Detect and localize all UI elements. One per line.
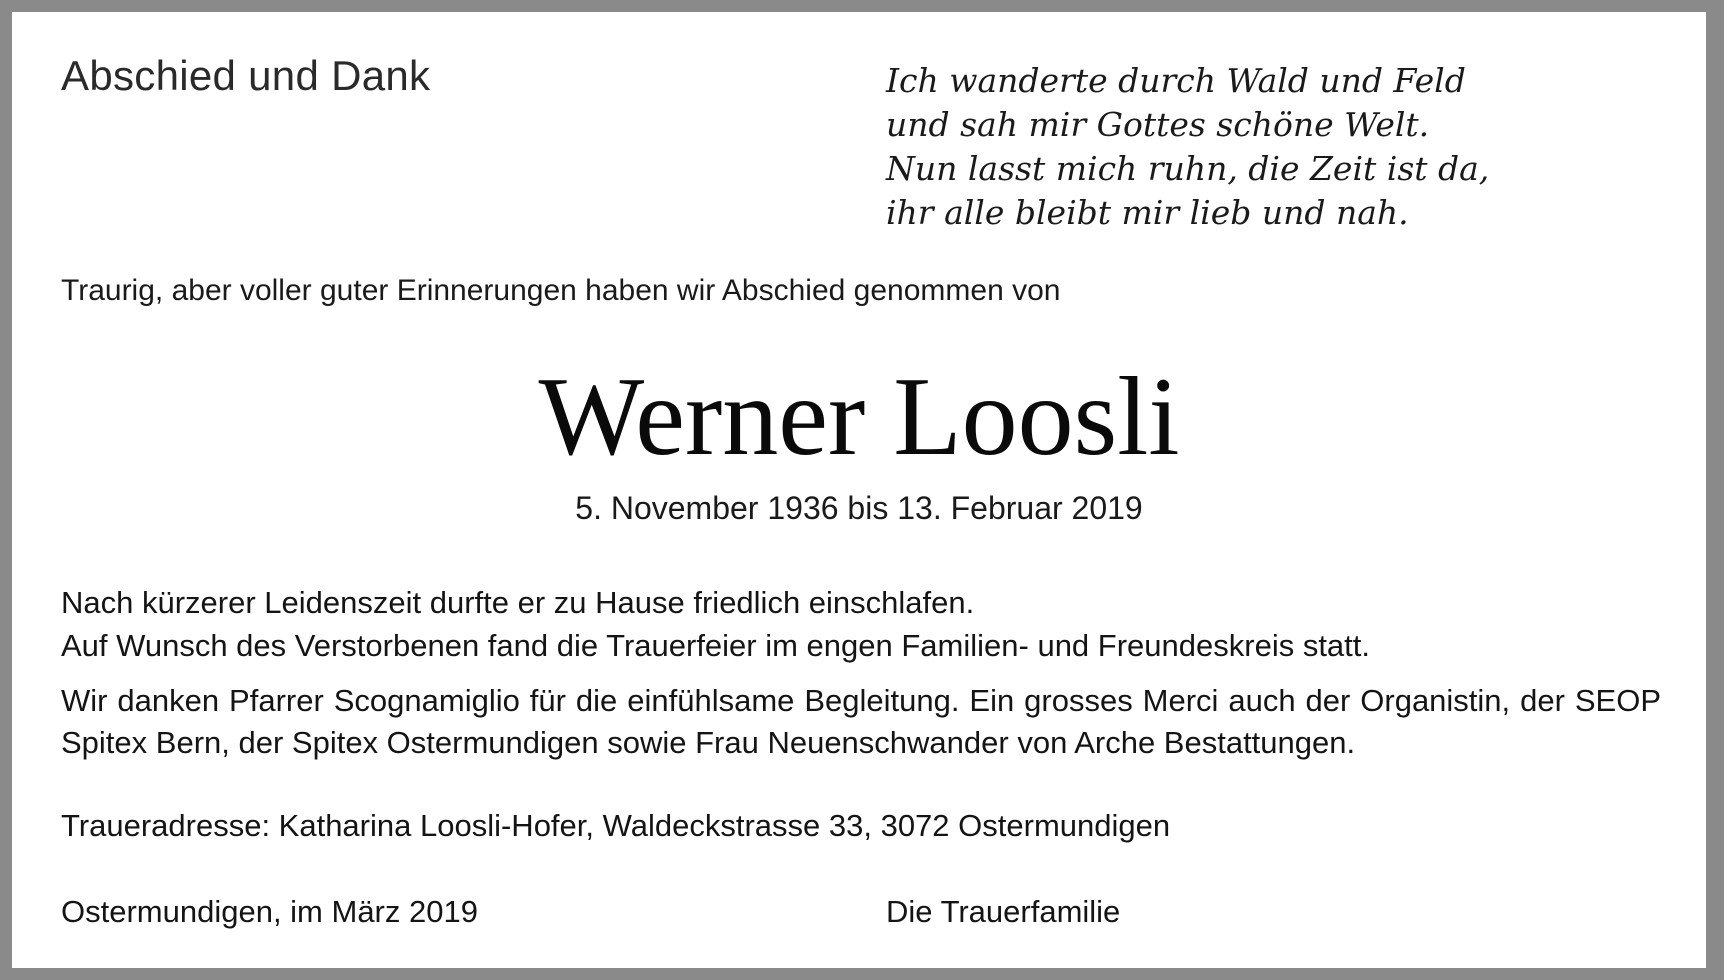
poem-line: Ich wanderte durch Wald und Feld	[886, 61, 1466, 100]
mourning-address: Traueradresse: Katharina Loosli-Hofer, Waldeckstrasse 33, 3072 Ostermundigen	[61, 808, 1171, 843]
paragraph-passing: Nach kürzerer Leidenszeit durfte er zu Hause friedlich einschlafen.	[61, 585, 975, 620]
paragraph-thanks: Wir danken Pfarrer Scognamiglio für die einfühlsame Begleitung. Ein grosses Merci auch der Organistin, der SEOP Spitex Bern, der Spitex Ostermundigen sowie Frau Neuenschwander von Arche Bestattungen.	[61, 683, 1661, 760]
deceased-name: Werner Loosli	[538, 355, 1180, 479]
poem-line: Nun lasst mich ruhn, die Zeit ist da,	[886, 149, 1490, 188]
paragraph-ceremony: Auf Wunsch des Verstorbenen fand die Trauerfeier im engen Familien- und Freundeskreis statt.	[61, 628, 1371, 663]
poem-line: und sah mir Gottes schöne Welt.	[886, 105, 1430, 144]
notice-heading: Abschied und Dank	[61, 52, 431, 99]
place-date: Ostermundigen, im März 2019	[61, 894, 478, 929]
poem-line: ihr alle bleibt mir lieb und nah.	[886, 193, 1409, 232]
life-dates: 5. November 1936 bis 13. Februar 2019	[575, 490, 1143, 526]
poem	[886, 59, 1489, 235]
obituary-card	[12, 12, 1706, 968]
signature: Die Trauerfamilie	[886, 894, 1121, 929]
intro-text: Traurig, aber voller guter Erinnerungen haben wir Abschied genommen von	[61, 274, 1061, 307]
